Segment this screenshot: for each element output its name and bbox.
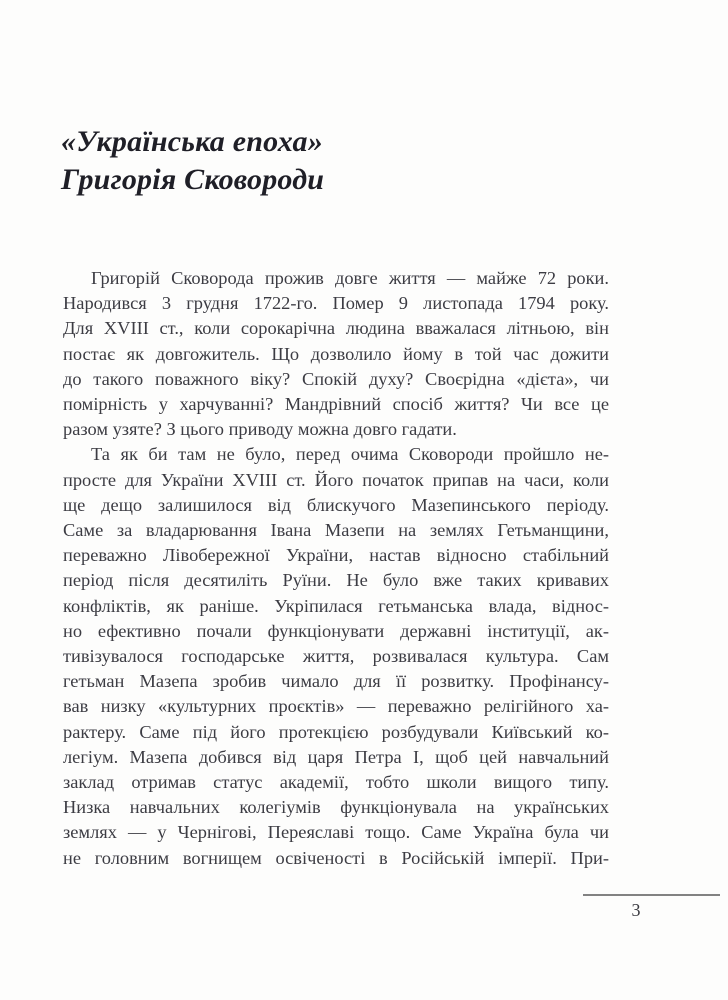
body-line: Для XVIII ст., коли сорокарічна людина вважалася літньою, він <box>63 318 609 339</box>
body-line: не головним вогнищем освіченості в Російській імперії. При- <box>63 847 609 868</box>
body-line: конфліктів, як раніше. Укріпилася гетьманська влада, віднос- <box>63 595 609 616</box>
body-line: рактеру. Саме під його протекцією розбудували Київський ко- <box>63 721 609 742</box>
body-line: переважно Лівобережної України, настав відносно стабільний <box>63 545 609 566</box>
body-line: землях — у Чернігові, Переяславі тощо. Саме Україна була чи <box>63 822 609 843</box>
body-line: помірність у харчуванні? Мандрівний спосіб життя? Чи все це <box>63 394 609 415</box>
paragraph-2 <box>63 442 609 870</box>
body-line: но ефективно почали функціонувати державні інституції, ак- <box>63 620 609 641</box>
body-text <box>63 266 609 871</box>
body-line: до такого поважного віку? Спокій духу? Своєрідна «дієта», чи <box>63 368 609 389</box>
chapter-title-line-1: «Українська епоха» <box>61 125 323 158</box>
chapter-title <box>61 123 324 199</box>
body-line: Низка навчальних колегіумів функціонувала на українських <box>63 797 609 818</box>
body-line: Саме за владарювання Івана Мазепи на землях Гетьманщини, <box>63 520 609 541</box>
body-line: разом узяте? З цього приводу можна довго гадати. <box>63 419 457 440</box>
body-line: Григорій Сковорода прожив довге життя — майже 72 роки. <box>91 268 609 288</box>
body-line: заклад отримав статус академії, тобто школи вищого типу. <box>63 772 609 793</box>
footer-rule <box>583 894 720 896</box>
body-line: вав низку «культурних проєктів» — переважно релігійного ха- <box>63 696 609 717</box>
paragraph-1 <box>63 266 609 442</box>
body-line: легіум. Мазепа добився від царя Петра I, щоб цей навчальний <box>63 746 609 767</box>
body-line: Народився 3 грудня 1722-го. Помер 9 листопада 1794 року. <box>63 293 609 314</box>
page-number: 3 <box>631 900 641 920</box>
body-line: Та як би там не було, перед очима Сковороди пройшло не- <box>91 444 609 465</box>
body-line: тивізувалося господарське життя, розвивалася культура. Сам <box>63 646 609 667</box>
body-line: постає як довгожитель. Що дозволило йому в той час дожити <box>63 343 609 364</box>
body-line: гетьман Мазепа зробив чимало для її розвитку. Профінансу- <box>63 671 609 692</box>
body-line: просте для України XVIII ст. Його початок припав на часи, коли <box>63 469 609 490</box>
body-line: період після десятиліть Руїни. Не було вже таких кривавих <box>63 570 609 591</box>
chapter-title-line-2: Григорія Сковороди <box>61 163 325 196</box>
body-line: ще дещо залишилося від блискучого Мазепинського періоду. <box>63 494 609 515</box>
